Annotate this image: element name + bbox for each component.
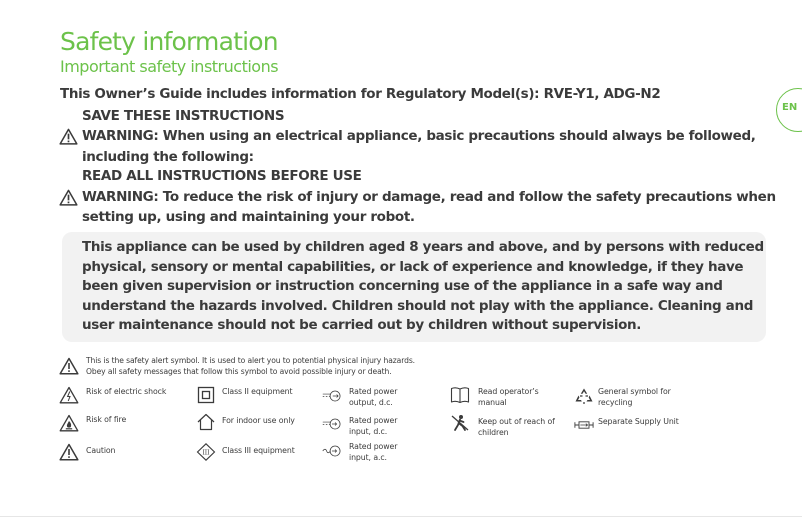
class-3-icon [196, 443, 216, 461]
keep-away-from-children-icon [450, 414, 470, 432]
models-line: This Owner’s Guide includes information for Regulatory Model(s): RVE-Y1, ADG-N2 [60, 86, 661, 102]
notice-line: been given supervision or instruction concerning use of the appliance in a safe way and [82, 278, 723, 294]
page-subtitle: Important safety instructions [60, 57, 279, 76]
page-title: Safety information [60, 27, 278, 56]
label-indoor-use: For indoor use only [222, 416, 295, 425]
language-label: EN [782, 102, 798, 113]
label-keep-away-from-children: Keep out of reach of children [478, 417, 555, 437]
manual-icon [450, 386, 470, 404]
class-2-icon [196, 386, 216, 404]
label-power-input-dc: Rated power input, d.c. [349, 416, 398, 436]
label-recycling: General symbol for recycling [598, 387, 671, 407]
power-output-dc-icon [322, 387, 342, 405]
label-electric-shock: Risk of electric shock [86, 387, 167, 396]
label-fire: Risk of fire [86, 415, 127, 424]
label-power-input-ac: Rated power input, a.c. [349, 442, 398, 462]
read-all-instructions: READ ALL INSTRUCTIONS BEFORE USE [82, 168, 362, 184]
warning-1-line-2: including the following: [82, 149, 254, 165]
warning-1-line-1: WARNING: When using an electrical appliance, basic precautions should always be followed, [82, 128, 756, 144]
electric-shock-icon [59, 386, 79, 404]
label-class-3: Class III equipment [222, 446, 295, 455]
safety-alert-icon [59, 357, 79, 375]
label-power-output-dc: Rated power output, d.c. [349, 387, 398, 407]
label-class-2: Class II equipment [222, 387, 293, 396]
label-caution: Caution [86, 446, 116, 455]
children-notice [62, 232, 766, 342]
warning-2-line-1: WARNING: To reduce the risk of injury or damage, read and follow the safety precautions when [82, 189, 776, 205]
alert-symbol-text-1: This is the safety alert symbol. It is used to alert you to potential physical injury hazards. [86, 356, 416, 365]
power-input-ac-icon [322, 442, 342, 460]
recycling-icon [574, 387, 594, 405]
notice-line: user maintenance should not be carried out by children without supervision. [82, 317, 642, 333]
label-separate-supply-unit: Separate Supply Unit [598, 417, 679, 426]
caution-icon [59, 443, 79, 461]
notice-line: understand the hazards involved. Children should not play with the appliance. Cleaning and [82, 298, 754, 314]
label-manual: Read operator’s manual [478, 387, 539, 407]
alert-symbol-text-2: Obey all safety messages that follow this symbol to avoid possible injury or death. [86, 367, 392, 376]
notice-line: physical, sensory or mental capabilities, or lack of experience and knowledge, if they have [82, 259, 744, 275]
power-input-dc-icon [322, 415, 342, 433]
save-instructions: SAVE THESE INSTRUCTIONS [82, 108, 285, 124]
bottom-divider [0, 516, 802, 517]
warning-icon [59, 128, 78, 145]
warning-icon [59, 189, 78, 206]
indoor-use-icon [196, 413, 216, 431]
notice-line: This appliance can be used by children aged 8 years and above, and by persons with reduced [82, 239, 764, 255]
class-3-numeral: III [202, 449, 210, 457]
fire-icon [59, 414, 79, 432]
warning-2-line-2: setting up, using and maintaining your robot. [82, 209, 415, 225]
separate-supply-unit-icon [574, 416, 594, 434]
language-badge[interactable] [776, 88, 802, 132]
